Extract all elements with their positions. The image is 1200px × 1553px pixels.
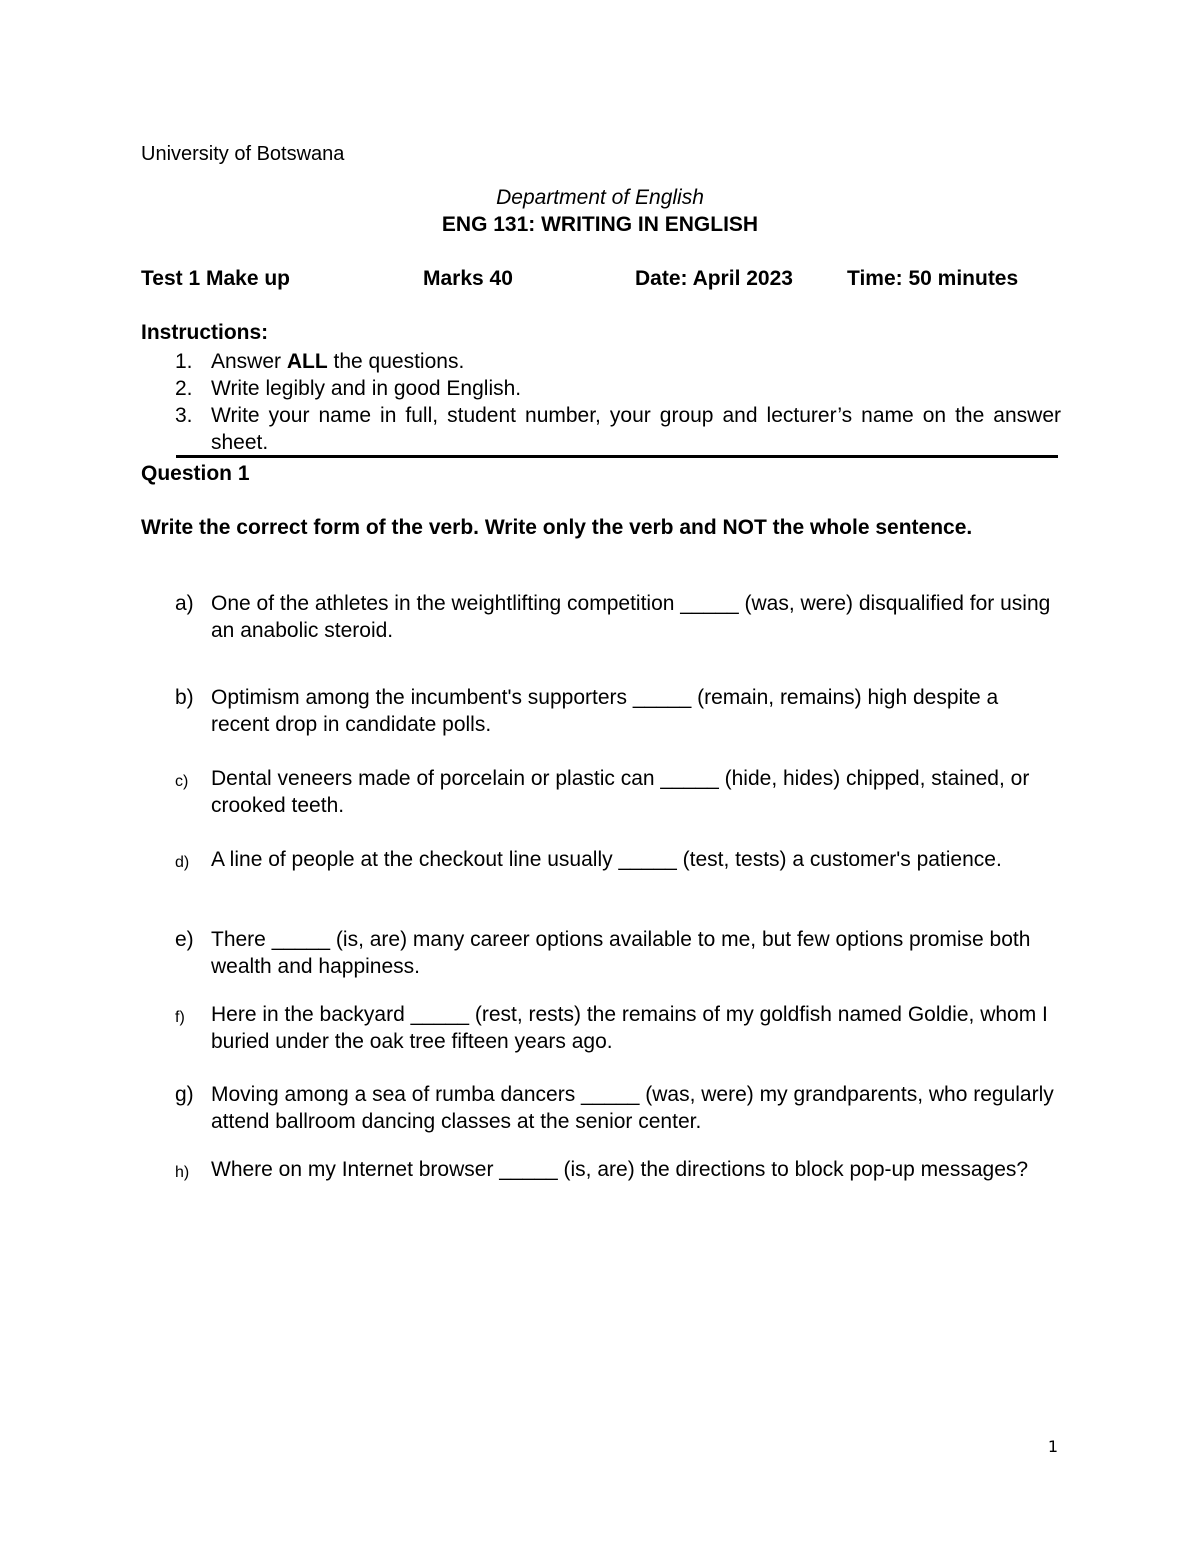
question-heading: Question 1 [141, 462, 250, 485]
item-letter: g) [175, 1083, 194, 1106]
item-letter: h) [175, 1164, 190, 1181]
instruction-number: 2. [175, 377, 193, 400]
question-item-h [141, 1156, 1061, 1210]
section-divider [176, 455, 1058, 458]
course-title: ENG 131: WRITING IN ENGLISH [441, 213, 759, 236]
question-item-a [141, 590, 1061, 644]
question-item-e [141, 926, 1061, 980]
item-text: Here in the backyard _____ (rest, rests) the remains of my goldfish named Goldie, whom I buried under the oak tree fifteen years ago. [211, 1003, 1048, 1053]
instructions-heading: Instructions: [141, 321, 269, 344]
question-item-g [141, 1081, 1061, 1135]
department-name: Department of English [496, 186, 704, 209]
item-letter: c) [175, 773, 189, 790]
instruction-text: Answer ALL the questions. [211, 350, 465, 373]
item-text: A line of people at the checkout line usually _____ (test, tests) a customer's patience. [211, 848, 1002, 871]
item-text: Moving among a sea of rumba dancers _____ (was, were) my grandparents, who regularly attend ballroom dancing classes at the senior center. [211, 1083, 1054, 1133]
page-number: 1 [1047, 1437, 1058, 1456]
item-letter: b) [175, 686, 194, 709]
item-letter: e) [175, 928, 194, 951]
item-letter: a) [175, 592, 194, 615]
instruction-text: Write legibly and in good English. [211, 377, 522, 400]
instruction-text: Write your name in full, student number, your group and lecturer’s name on the answer sheet. [211, 404, 1061, 454]
instruction-number: 1. [175, 350, 193, 373]
instruction-item [141, 375, 1061, 402]
question-item-f [141, 1001, 1061, 1055]
test-time: Time: 50 minutes [847, 267, 1019, 290]
item-text: One of the athletes in the weightlifting competition _____ (was, were) disqualified for using an anabolic steroid. [211, 592, 1051, 642]
item-letter: d) [175, 854, 190, 871]
item-text: Where on my Internet browser _____ (is, are) the directions to block pop-up messages? [211, 1158, 1029, 1181]
item-text: Dental veneers made of porcelain or plastic can _____ (hide, hides) chipped, stained, or crooked teeth. [211, 767, 1030, 817]
item-letter: f) [175, 1009, 185, 1026]
instruction-emphasis: ALL [286, 350, 328, 373]
question-instruction: Write the correct form of the verb. Write only the verb and NOT the whole sentence. [141, 516, 973, 539]
test-marks: Marks 40 [423, 267, 513, 290]
question-item-c [141, 765, 1061, 819]
question-item-d [141, 846, 1061, 900]
question-item-b [141, 684, 1061, 738]
instruction-item [141, 402, 1061, 456]
item-text: Optimism among the incumbent's supporters _____ (remain, remains) high despite a recent drop in candidate polls. [211, 686, 999, 736]
test-name: Test 1 Make up [141, 267, 290, 290]
item-text: There _____ (is, are) many career options available to me, but few options promise both wealth and happiness. [211, 928, 1031, 978]
university-name: University of Botswana [141, 143, 345, 165]
instruction-number: 3. [175, 404, 193, 427]
test-date: Date: April 2023 [635, 267, 793, 290]
instruction-item [141, 348, 1061, 375]
